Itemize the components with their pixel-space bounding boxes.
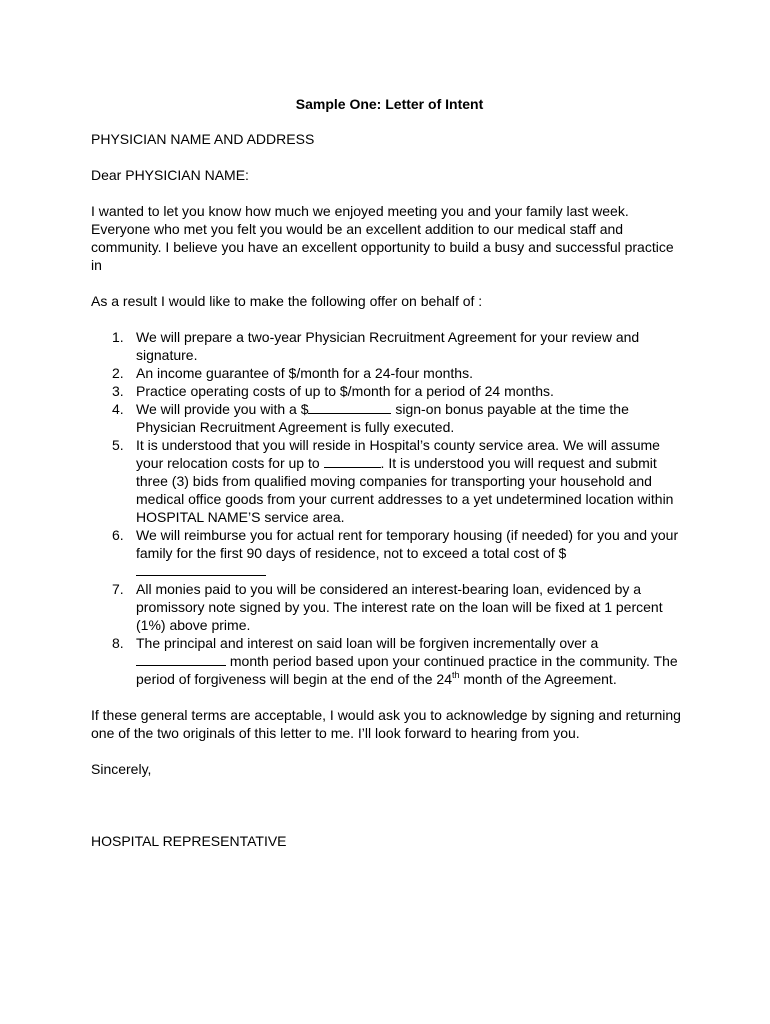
item-text: month of the Agreement. <box>459 671 617 687</box>
list-item <box>91 328 686 364</box>
list-item <box>91 364 686 382</box>
item-text: An income guarantee of $/month for a 24-four months. <box>136 365 473 381</box>
item-text: We will reimburse you for actual rent for temporary housing (if needed) for you and your family for the first 90 days of residence, not to exceed a total cost of $ <box>136 527 679 561</box>
blank-line <box>324 454 381 468</box>
item-text: All monies paid to you will be considered an interest-bearing loan, evidenced by a promissory note signed by you. The interest rate on the loan will be fixed at 1 percent (1%) above prime. <box>136 581 663 633</box>
item-number: 5. <box>112 437 124 453</box>
item-text: The principal and interest on said loan will be forgiven incrementally over a <box>136 635 599 651</box>
item-number: 6. <box>112 527 124 543</box>
list-item <box>91 526 686 580</box>
sign-off: Sincerely, <box>91 761 152 777</box>
item-text: Practice operating costs of up to $/month for a period of 24 months. <box>136 383 554 399</box>
letter-page <box>91 95 686 868</box>
signatory: HOSPITAL REPRESENTATIVE <box>91 833 287 849</box>
item-number: 3. <box>112 383 124 399</box>
letter-title: Sample One: Letter of Intent <box>295 96 484 112</box>
closing-paragraph: If these general terms are acceptable, I would ask you to acknowledge by signing and returning one of the two originals of this letter to me. I’ll look forward to hearing from you. <box>91 707 681 741</box>
offer-list <box>91 328 686 688</box>
item-number: 7. <box>112 581 124 597</box>
salutation: Dear PHYSICIAN NAME: <box>91 167 249 183</box>
item-text: month period based upon your continued practice in the community. The period of forgiveness will begin at the end of the 24 <box>136 653 678 687</box>
item-text: sign-on bonus payable at the time the Physician Recruitment Agreement is fully executed. <box>136 401 629 435</box>
item-text: It is understood that you will reside in Hospital’s county service area. We will assume your relocation costs for up to <box>136 437 660 471</box>
list-item <box>91 580 686 634</box>
item-text: . It is understood you will request and submit three (3) bids from qualified moving companies for transporting your household and medical office goods from your current addresses to a yet undetermined location within HOSPITAL NAME’S service area. <box>136 455 674 525</box>
signature-space <box>91 796 686 832</box>
item-text: We will prepare a two-year Physician Recruitment Agreement for your review and signature. <box>136 329 640 363</box>
item-number: 4. <box>112 401 124 417</box>
item-number: 1. <box>112 329 124 345</box>
address-line: PHYSICIAN NAME AND ADDRESS <box>91 131 315 147</box>
ordinal-suffix: th <box>451 670 460 680</box>
list-item <box>91 634 686 688</box>
blank-line <box>136 652 226 666</box>
intro-paragraph: I wanted to let you know how much we enjoyed meeting you and your family last week. Everyone who met you felt you would be an excellent addition to our medical staff and community. I believe you have an excellent opportunity to build a busy and successful practice in <box>91 203 674 273</box>
item-text: We will provide you with a $ <box>136 401 309 417</box>
list-item <box>91 382 686 400</box>
offer-intro: As a result I would like to make the following offer on behalf of : <box>91 293 483 309</box>
list-item <box>91 400 686 436</box>
blank-line <box>136 562 266 576</box>
item-number: 2. <box>112 365 124 381</box>
list-item <box>91 436 686 526</box>
item-number: 8. <box>112 635 124 651</box>
blank-line <box>308 400 391 414</box>
